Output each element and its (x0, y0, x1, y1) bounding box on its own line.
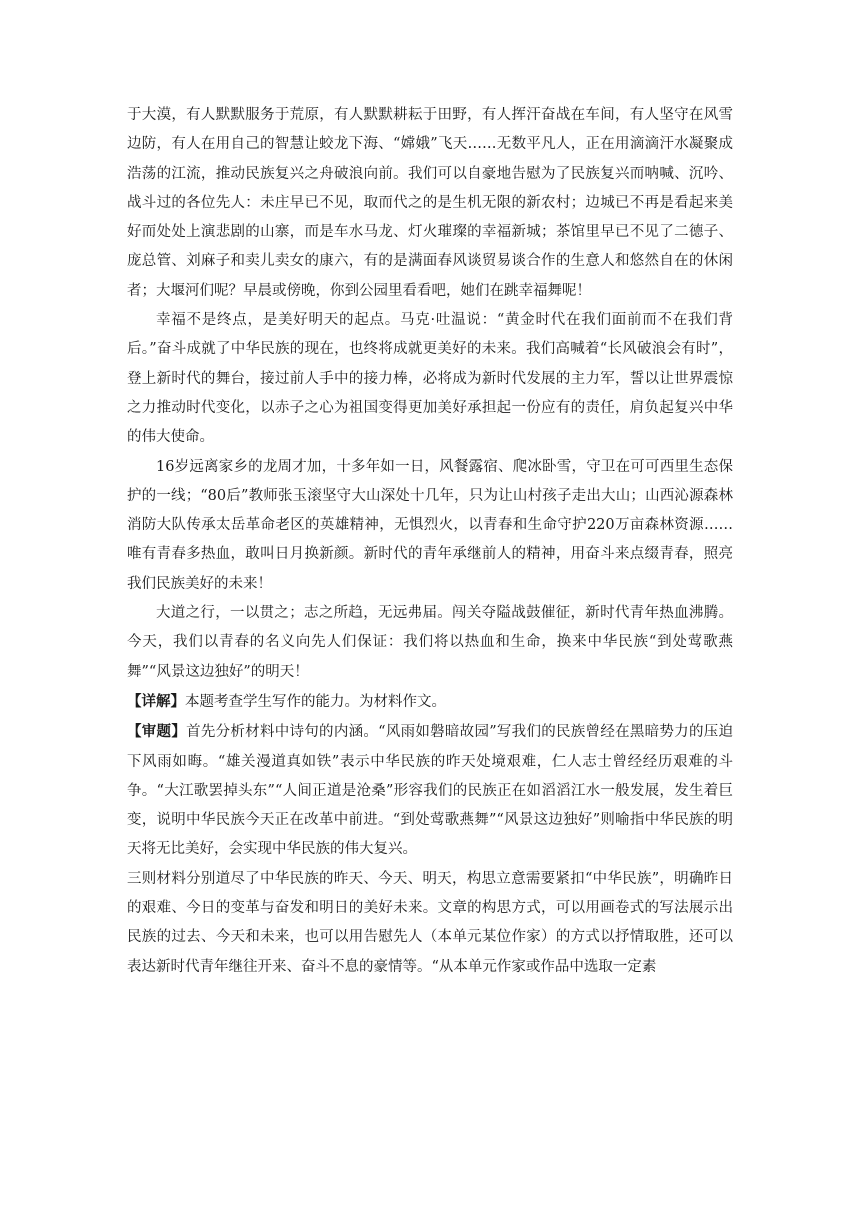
explanation-label: 【详解】 (127, 692, 185, 710)
paragraph-conclusion: 大道之行，一以贯之；志之所趋，无远弗届。闯关夺隘战鼓催征，新时代青年热血沸腾。今天，我们以青春的名义向先人们保证：我们将以热血和生命，换来中华民族“到处莺歌燕舞”“风景这边独好”的明天！ (127, 605, 733, 680)
paragraph-continued: 于大漠，有人默默服务于荒原，有人默默耕耘于田野，有人挥汗奋战在车间，有人坚守在风雪边防，有人在用自己的智慧让蛟龙下海、“嫦娥”飞天……无数平凡人，正在用滴滴汗水凝聚成浩荡的江流，推动民族复兴之舟破浪向前。我们可以自豪地告慰为了民族复兴而呐喊、沉吟、战斗过的各位先人：未庄早已不见，取而代之的是生机无限的新农村；边城已不再是看起来美好而处处上演悲剧的山寨，而是车水马龙、灯火璀璨的幸福新城；茶馆里早已不见了二德子、庞总管、刘麻子和卖儿卖女的康六，有的是满面春风谈贸易谈合作的生意人和悠然自在的休闲者；大堰河们呢？早晨或傍晚，你到公园里看看吧，她们在跳幸福舞呢！ (127, 107, 733, 299)
document-body (127, 101, 733, 982)
paragraph-analysis (127, 717, 733, 864)
explanation-text: 本题考查学生写作的能力。为材料作文。 (185, 693, 446, 710)
analysis-label: 【审题】 (127, 723, 187, 741)
paragraph-materials-summary: 三则材料分别道尽了中华民族的昨天、今天、明天，构思立意需要紧扣“中华民族”，明确昨日的艰难、今日的变革与奋发和明日的美好未来。文章的构思方式，可以用画卷式的写法展示出民族的过去、今天和未来，也可以用告慰先人（本单元某位作家）的方式以抒情取胜，还可以表达新时代青年继往开来、奋斗不息的豪情等。“从本单元作家或作品中选取一定素 (127, 870, 733, 975)
analysis-text: 首先分析材料中诗句的内涵。“风雨如磐暗故园”写我们的民族曾经在黑暗势力的压迫下风雨如晦。“雄关漫道真如铁”表示中华民族的昨天处境艰难，仁人志士曾经经历艰难的斗争。“大江歌罢掉头东”“人间正道是沧桑”形容我们的民族正在如滔滔江水一般发展，发生着巨变，说明中华民族今天正在改革中前进。“到处莺歌燕舞”“风景这边独好”则喻指中华民族的明天将无比美好，会实现中华民族的伟大复兴。 (127, 724, 733, 858)
paragraph-youth-examples: 16岁远离家乡的龙周才加，十多年如一日，风餐露宿、爬冰卧雪，守卫在可可西里生态保护的一线；“80后”教师张玉滚坚守大山深处十几年，只为让山村孩子走出大山；山西沁源森林消防大队传承太岳革命老区的英雄精神，无惧烈火，以青春和生命守护220万亩森林资源……唯有青春多热血，敢叫日月换新颜。新时代的青年承继前人的精神，用奋斗来点缀青春，照亮我们民族美好的未来！ (127, 458, 733, 592)
paragraph-happiness: 幸福不是终点，是美好明天的起点。马克·吐温说：“黄金时代在我们面前而不在我们背后。”奋斗成就了中华民族的现在，也终将成就更美好的未来。我们高喊着“长风破浪会有时”，登上新时代的舞台，接过前人手中的接力棒，必将成为新时代发展的主力军，誓以让世界震惊之力推动时代变化，以赤子之心为祖国变得更加美好承担起一份应有的责任，肩负起复兴中华的伟大使命。 (127, 312, 733, 446)
paragraph-explanation (127, 687, 733, 717)
